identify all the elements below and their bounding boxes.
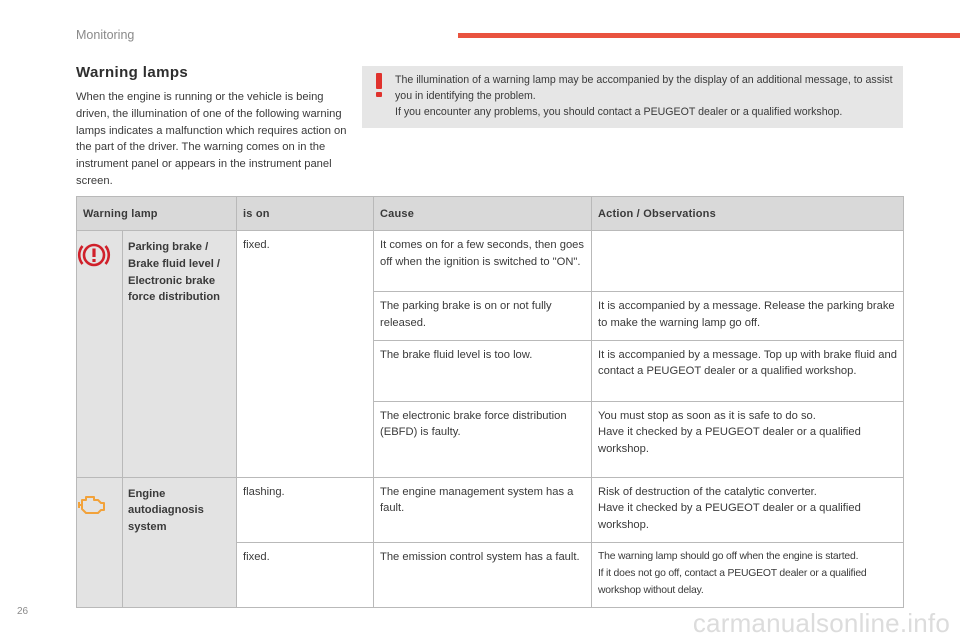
engine-check-icon bbox=[77, 492, 107, 516]
table-header-row bbox=[77, 197, 904, 231]
page-title: Warning lamps bbox=[76, 64, 189, 81]
is-on-cell: fixed. bbox=[237, 542, 374, 607]
action-cell bbox=[592, 477, 904, 542]
action-cell: It is accompanied by a message. Top up with brake fluid and contact a PEUGEOT dealer or a qualified workshop. bbox=[592, 340, 904, 401]
note-box bbox=[362, 66, 903, 128]
action-cell bbox=[592, 542, 904, 607]
brake-icon-cell bbox=[77, 231, 123, 478]
action-line: The warning lamp should go off when the engine is started. bbox=[598, 550, 859, 562]
action-line: Have it checked by a PEUGEOT dealer or a qualified workshop. bbox=[598, 502, 861, 532]
table-row bbox=[77, 231, 904, 292]
section-title: Monitoring bbox=[76, 28, 135, 42]
page-number: 26 bbox=[17, 606, 29, 617]
action-line: If it does not go off, contact a PEUGEOT dealer or a qualified workshop without delay. bbox=[598, 567, 867, 596]
brake-warning-icon bbox=[77, 241, 111, 269]
header-action: Action / Observations bbox=[592, 197, 904, 231]
note-line-1: The illumination of a warning lamp may be accompanied by the display of an additional message, to assist you in identifying the problem. bbox=[395, 74, 893, 102]
note-text bbox=[395, 72, 900, 120]
header-accent-rule bbox=[458, 33, 960, 38]
header-is-on: is on bbox=[237, 197, 374, 231]
engine-icon-cell bbox=[77, 477, 123, 608]
brake-lamp-name: Parking brake / Brake fluid level / Electronic brake force distribution bbox=[123, 231, 237, 478]
brake-is-on: fixed. bbox=[237, 231, 374, 478]
watermark: carmanualsonline.info bbox=[692, 608, 950, 638]
cause-cell: The electronic brake force distribution (EBFD) is faulty. bbox=[374, 401, 592, 477]
header-warning-lamp: Warning lamp bbox=[77, 197, 237, 231]
is-on-cell: flashing. bbox=[237, 477, 374, 542]
action-cell bbox=[592, 231, 904, 292]
intro-paragraph: When the engine is running or the vehicle is being driven, the illumination of one of the following warning lamps indicates a malfunction which requires action on the part of the driver. The warning comes on in the instrument panel or appears in the instrument panel screen. bbox=[76, 91, 347, 187]
cause-cell: It comes on for a few seconds, then goes off when the ignition is switched to "ON". bbox=[374, 231, 592, 292]
action-line: You must stop as soon as it is safe to do so. bbox=[598, 409, 816, 422]
warning-lamps-table bbox=[76, 196, 904, 608]
exclamation-icon bbox=[372, 72, 386, 98]
engine-lamp-name: Engine autodiagnosis system bbox=[123, 477, 237, 608]
table-row bbox=[77, 477, 904, 542]
action-line: Have it checked by a PEUGEOT dealer or a qualified workshop. bbox=[598, 426, 861, 456]
action-cell bbox=[592, 401, 904, 477]
cause-cell: The parking brake is on or not fully released. bbox=[374, 292, 592, 341]
cause-cell: The engine management system has a fault. bbox=[374, 477, 592, 542]
note-line-2: If you encounter any problems, you should contact a PEUGEOT dealer or a qualified workshop. bbox=[395, 106, 843, 118]
action-cell: It is accompanied by a message. Release the parking brake to make the warning lamp go off. bbox=[592, 292, 904, 341]
header-cause: Cause bbox=[374, 197, 592, 231]
cause-cell: The emission control system has a fault. bbox=[374, 542, 592, 607]
cause-cell: The brake fluid level is too low. bbox=[374, 340, 592, 401]
action-line: Risk of destruction of the catalytic converter. bbox=[598, 485, 817, 498]
